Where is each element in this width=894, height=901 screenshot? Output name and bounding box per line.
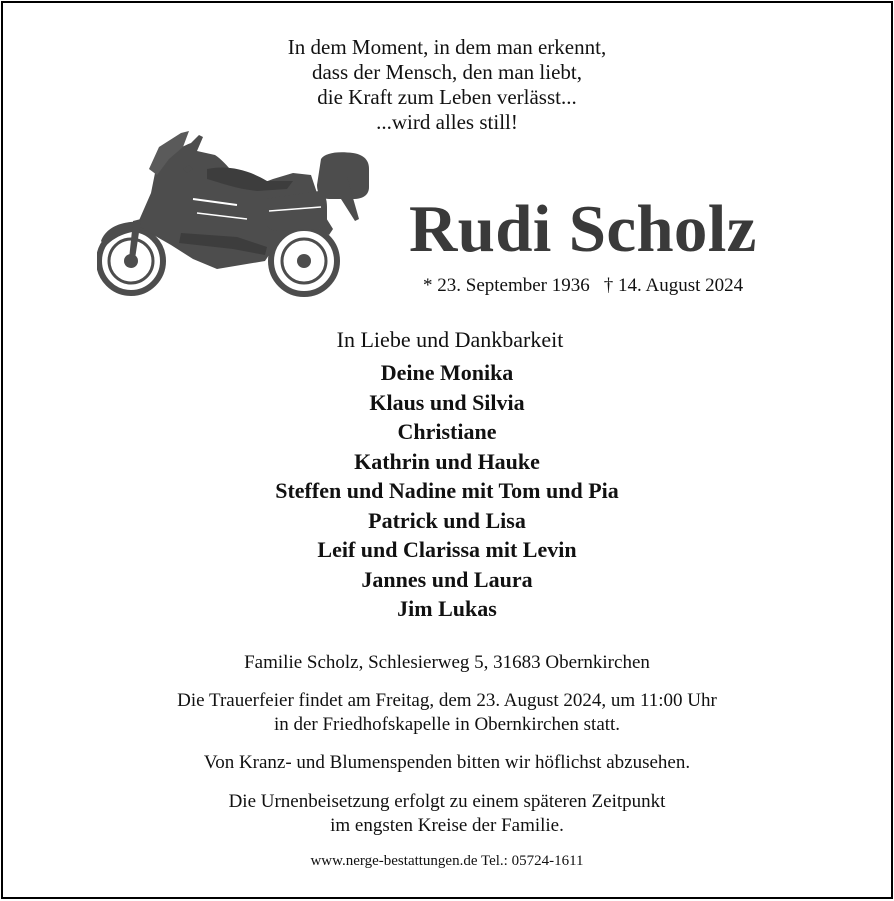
motorcycle-icon: [97, 129, 373, 301]
mourner: Jannes und Laura: [361, 566, 533, 592]
mourner: Steffen und Nadine mit Tom und Pia: [275, 478, 619, 503]
poem-line: die Kraft zum Leben verlässt...: [317, 85, 577, 109]
poem-line: dass der Mensch, den man liebt,: [311, 60, 583, 84]
urn-line: im engsten Kreise der Familie.: [330, 815, 564, 836]
mourner: Patrick und Lisa: [368, 507, 526, 533]
funeral-info: [3, 689, 891, 737]
birth-date: * 23. September 1936: [423, 275, 590, 296]
life-dates: [423, 275, 743, 297]
address-line: Familie Scholz, Schlesierweg 5, 31683 Obernkirchen: [244, 652, 650, 673]
family-address: [3, 651, 891, 675]
dedication: In Liebe und Dankbarkeit: [336, 327, 564, 352]
poem: [3, 35, 891, 135]
deceased-name: Rudi Scholz: [409, 192, 757, 266]
mourner: Deine Monika: [380, 360, 514, 385]
mourner: Klaus und Silvia: [369, 389, 525, 415]
urn-note: [3, 790, 891, 838]
mourner: Kathrin und Hauke: [354, 448, 540, 474]
funeral-home-contact: www.nerge-bestattungen.de Tel.: 05724-1611: [310, 853, 584, 869]
poem-line: ...wird alles still!: [376, 110, 518, 134]
mourners-list: [3, 358, 891, 624]
death-date: † 14. August 2024: [603, 275, 744, 296]
funeral-line: in der Friedhofskapelle in Obernkirchen statt.: [273, 714, 621, 735]
mourner: Christiane: [397, 419, 497, 444]
flowers-note: [3, 751, 891, 775]
poem-line: In dem Moment, in dem man erkennt,: [287, 35, 607, 59]
urn-line: Die Urnenbeisetzung erfolgt zu einem späteren Zeitpunkt: [228, 791, 666, 812]
obituary-notice: [1, 1, 893, 899]
funeral-line: Die Trauerfeier findet am Freitag, dem 23. August 2024, um 11:00 Uhr: [177, 690, 717, 711]
mourner: Jim Lukas: [397, 596, 497, 621]
mourner: Leif und Clarissa mit Levin: [317, 537, 577, 562]
flowers-note-line: Von Kranz- und Blumenspenden bitten wir höflichst abzusehen.: [203, 752, 691, 773]
